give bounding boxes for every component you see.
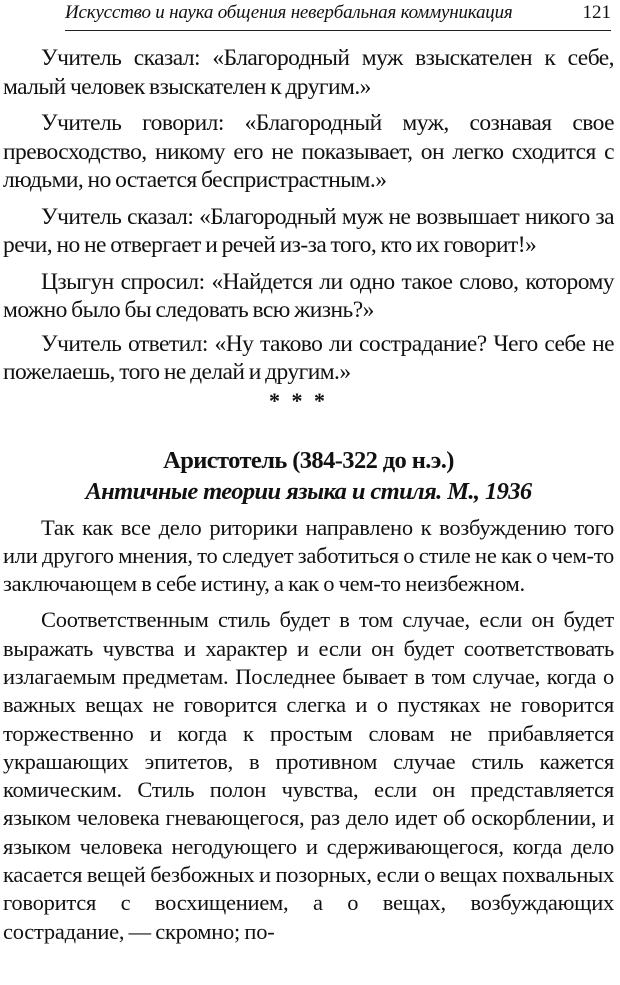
quote-paragraph: Цзыгун спросил: «Найдется ли одно такое слово, которому можно было бы следовать всю жизнь?» — [3, 268, 614, 323]
section-separator: * * * — [269, 387, 328, 413]
body-paragraph: Так как все дело риторики направлено к возбуждению того или другого мнения, то следует заботиться о стиле не как о чем-то заключающем в себе истину, а как о чем-то неизбежном. — [3, 514, 614, 597]
page-content — [3, 44, 614, 954]
page-number: 121 — [582, 2, 611, 23]
quote-paragraph: Учитель сказал: «Благородный муж взыскателен к себе, малый человек взыскателен к другим.» — [3, 45, 614, 100]
quote-paragraph: Учитель ответил: «Ну таково ли сострадание? Чего себе не пожелаешь, того не делай и другим.» — [3, 330, 614, 385]
running-header — [65, 0, 611, 31]
quote-paragraph: Учитель сказал: «Благородный муж не возвышает никого за речи, но не отвергает и речей из-за того, кто их говорит!» — [3, 203, 614, 258]
section-body — [3, 514, 614, 946]
quote-paragraph: Учитель говорил: «Благородный муж, сознавая свое превосходство, никому его не показывает, он легко сходится с людьми, но остается беспристрастным.» — [3, 110, 614, 193]
section-title: Аристотель (384-322 до н.э.) — [163, 446, 454, 474]
section-subtitle: Античные теории языка и стиля. М., 1936 — [85, 477, 532, 505]
quotes-block — [3, 44, 614, 387]
running-header-title: Искусство и наука общения невербальная коммуникация — [65, 2, 513, 23]
body-paragraph: Соответственным стиль будет в том случае, если он будет выражать чувства и характер и если он будет соответствовать излагаемым предметам. Последнее бывает в том случае, когда о важных вещах не говорится слегка и о пустяках не говорится торжественно и когда к простым словам не прибавляется украшающих эпитетов, в противном случае стиль кажется комическим. Стиль полон чувства, если он представляется языком человека гневающегося, раз дело идет об оскорблении, и языком человека негодующего и сдерживающегося, когда дело касается вещей безбожных и позорных, если о вещах похвальных говорится с восхищением, а о вещах, возбуждающих сострадание, — скромно; по- — [3, 607, 614, 944]
section-gap — [3, 416, 614, 446]
